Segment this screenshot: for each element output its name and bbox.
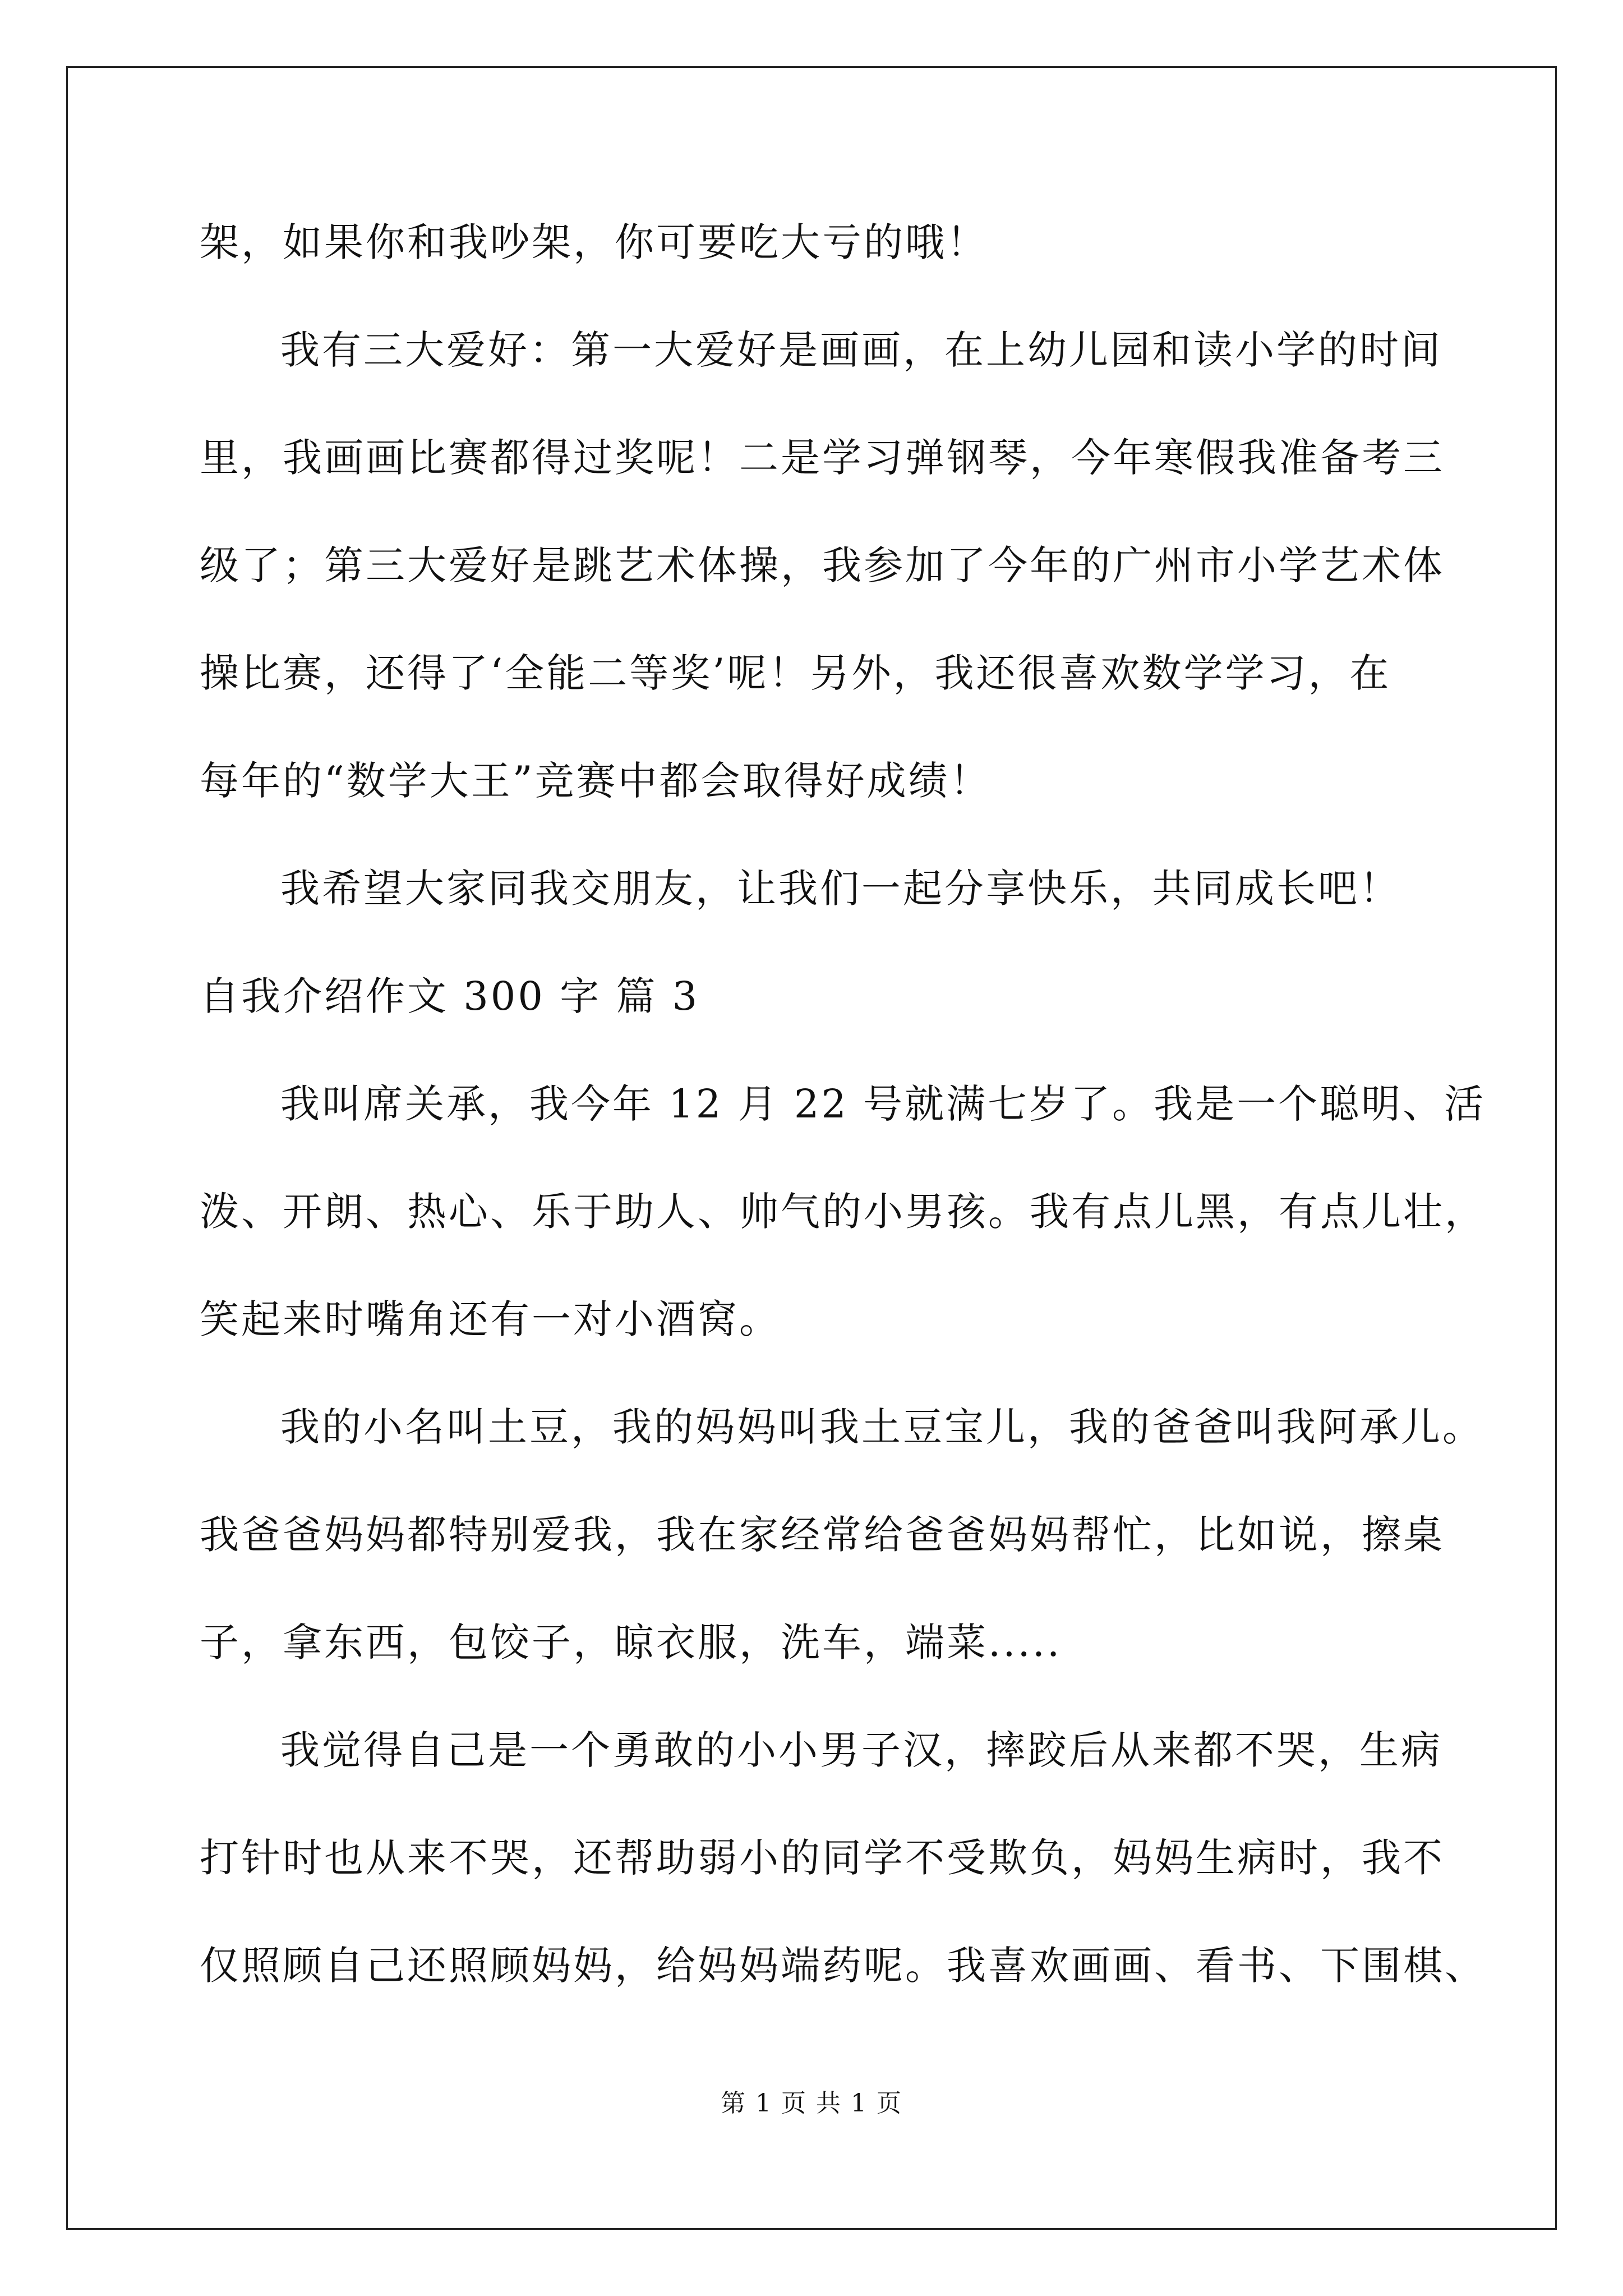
text-line: 我的小名叫土豆，我的妈妈叫我土豆宝儿，我的爸爸叫我阿承儿。 xyxy=(280,1404,1484,1450)
text-line: 里，我画画比赛都得过奖呢！二是学习弹钢琴，今年寒假我准备考三 xyxy=(200,435,1445,481)
section-heading: 自我介绍作文 300 字 篇 3 xyxy=(200,973,700,1019)
text-line: 泼、开朗、热心、乐于助人、帅气的小男孩。我有点儿黑，有点儿壮， xyxy=(200,1189,1486,1235)
text-line: 我爸爸妈妈都特别爱我，我在家经常给爸爸妈妈帮忙，比如说，擦桌 xyxy=(200,1512,1445,1558)
text-line: 架，如果你和我吵架，你可要吃大亏的哦！ xyxy=(200,219,988,265)
text-line: 我叫席关承，我今年 12 月 22 号就满七岁了。我是一个聪明、活 xyxy=(280,1081,1486,1127)
text-line: 操比赛，还得了‘全能二等奖’呢！另外，我还很喜欢数学学习，在 xyxy=(200,650,1391,696)
text-line: 笑起来时嘴角还有一对小酒窝。 xyxy=(200,1296,781,1342)
page-border xyxy=(66,66,1557,2230)
text-line: 打针时也从来不哭，还帮助弱小的同学不受欺负，妈妈生病时，我不 xyxy=(200,1835,1445,1881)
text-line: 仅照顾自己还照顾妈妈，给妈妈端药呢。我喜欢画画、看书、下围棋、 xyxy=(200,1943,1486,1989)
text-line: 每年的“数学大王”竞赛中都会取得好成绩！ xyxy=(200,758,992,804)
text-line: 我觉得自己是一个勇敢的小小男子汉，摔跤后从来都不哭，生病 xyxy=(280,1727,1442,1773)
text-line: 子，拿东西，包饺子，晾衣服，洗车，端菜..... xyxy=(200,1619,1062,1665)
page-footer: 第 1 页 共 1 页 xyxy=(721,2089,902,2118)
text-line: 我希望大家同我交朋友，让我们一起分享快乐，共同成长吧！ xyxy=(280,866,1401,912)
text-line: 我有三大爱好：第一大爱好是画画，在上幼儿园和读小学的时间 xyxy=(280,327,1442,373)
text-line: 级了；第三大爱好是跳艺术体操，我参加了今年的广州市小学艺术体 xyxy=(200,542,1445,588)
